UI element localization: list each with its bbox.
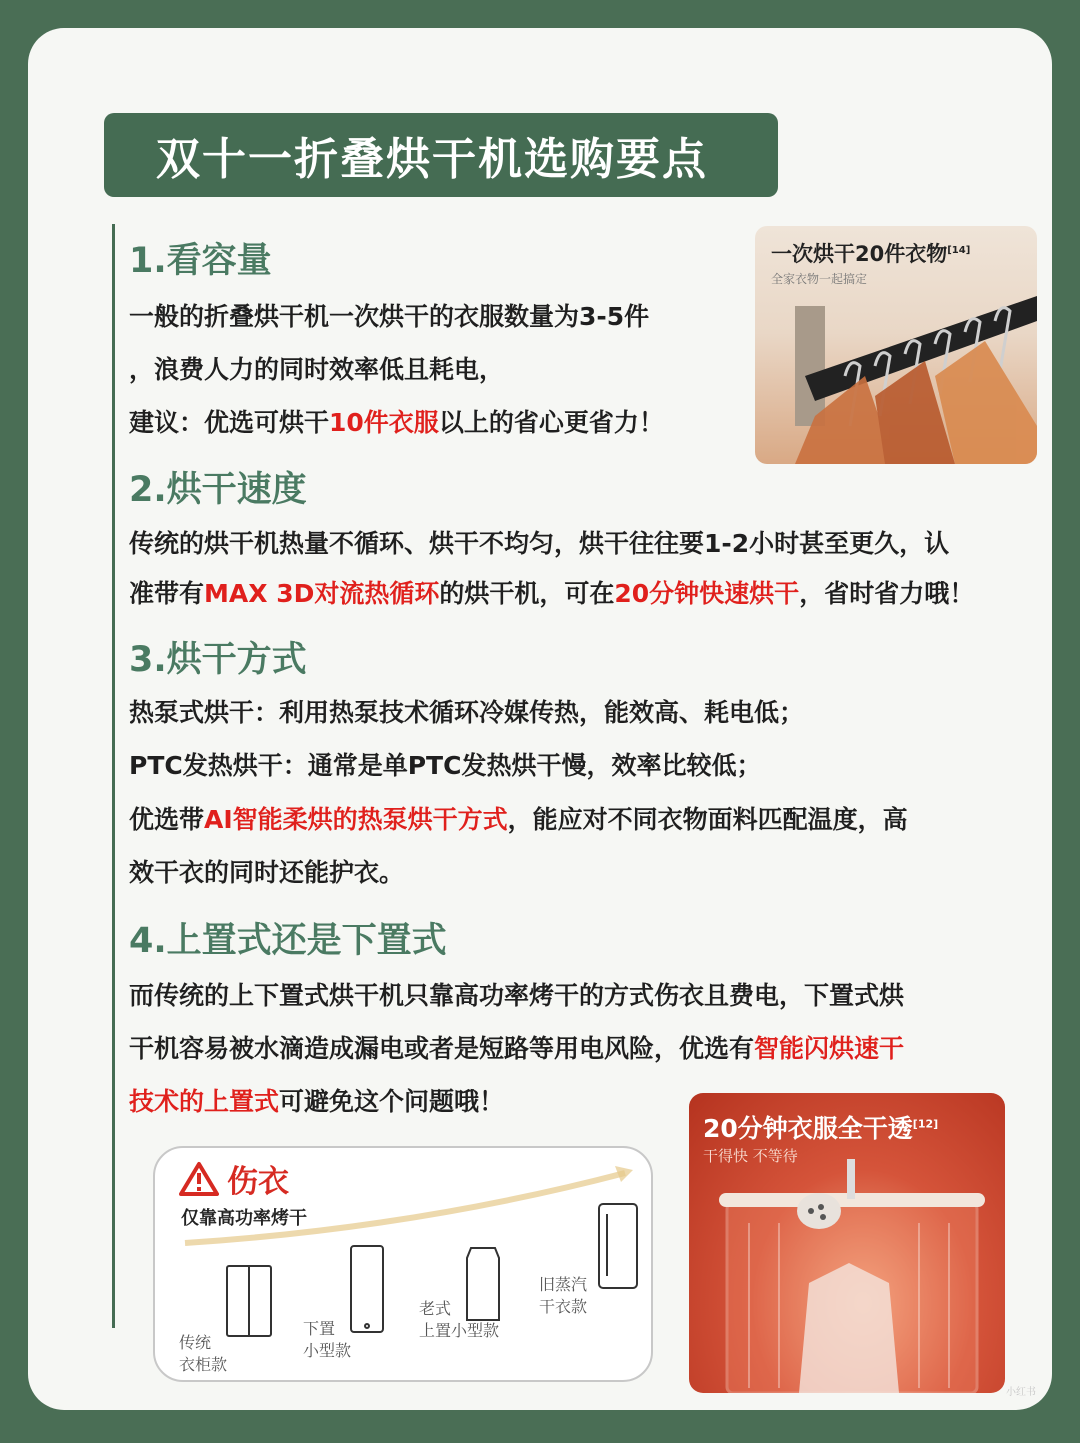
image1-subcaption: 全家衣物一起搞定 — [771, 272, 868, 286]
section-heading-3: 3.烘干方式 — [129, 640, 307, 680]
dryer-type-label: 传统 衣柜款 — [179, 1333, 228, 1374]
hanger-product-image — [755, 226, 1037, 464]
section-line — [129, 567, 974, 620]
body-text: 干机容易被水滴造成漏电或者是短路等用电风险，优选有 — [129, 1034, 755, 1063]
page-title: 双十一折叠烘干机选购要点 — [104, 113, 778, 197]
section-line — [129, 396, 664, 449]
section-line — [129, 846, 404, 899]
body-text: ，能应对不同衣物面料匹配温度，高 — [507, 805, 908, 834]
dryer-heating-image — [689, 1093, 1005, 1393]
section-line — [129, 686, 804, 739]
body-text: 建议：优选可烘干 — [129, 408, 330, 437]
section-heading-1: 1.看容量 — [129, 241, 272, 281]
dryer-types-illustration — [155, 1148, 651, 1380]
body-text: 准带有 — [129, 579, 205, 608]
dryer-type-label: 老式 上置小型款 — [419, 1299, 500, 1340]
section-line — [129, 739, 761, 792]
section-line — [129, 517, 949, 570]
section-line — [129, 969, 904, 1022]
section-line — [129, 1022, 904, 1075]
body-text: 效干衣的同时还能护衣。 — [129, 858, 405, 887]
body-text: 优选带 — [129, 805, 205, 834]
section-line — [129, 1075, 504, 1128]
image2-subcaption: 干得快 不等待 — [703, 1147, 798, 1165]
body-text: PTC发热烘干：通常是单PTC发热烘干慢，效率比较低； — [129, 751, 762, 780]
image1-caption: 一次烘干20件衣物[14] — [771, 242, 971, 266]
body-text: ，省时省力哦！ — [799, 579, 975, 608]
body-text: 热泵式烘干：利用热泵技术循环冷媒传热，能效高、耗电低； — [129, 698, 805, 727]
section-line — [129, 793, 908, 846]
highlight-text: 10件衣服 — [329, 408, 439, 437]
section-heading-4: 4.上置式还是下置式 — [129, 921, 447, 961]
warning-diagram — [153, 1146, 653, 1382]
dryer-type-label: 旧蒸汽 干衣款 — [539, 1275, 588, 1316]
highlight-text: MAX 3D对流热循环 — [204, 579, 440, 608]
content-card — [28, 28, 1052, 1410]
left-accent-rule — [112, 224, 115, 1328]
body-text: 以上的省心更省力！ — [438, 408, 664, 437]
body-text: ，浪费人力的同时效率低且耗电， — [129, 355, 505, 384]
highlight-text: AI智能柔烘的热泵烘干方式 — [204, 805, 508, 834]
highlight-text: 技术的上置式 — [129, 1087, 280, 1116]
dryer-cabinet-illustration — [689, 1093, 1005, 1393]
body-text: 的烘干机，可在 — [439, 579, 615, 608]
dryer-type-label: 下置 小型款 — [303, 1319, 352, 1360]
section-line — [129, 343, 504, 396]
body-text: 传统的烘干机热量不循环、烘干不均匀，烘干往往要1-2小时甚至更久，认 — [129, 529, 950, 558]
warning-subtitle: 仅靠高功率烤干 — [181, 1208, 307, 1229]
clothes-rack-illustration — [755, 226, 1037, 464]
section-line — [129, 290, 649, 343]
watermark: 小红书 — [1006, 1387, 1036, 1398]
section-heading-2: 2.烘干速度 — [129, 470, 307, 510]
body-text: 而传统的上下置式烘干机只靠高功率烤干的方式伤衣且费电，下置式烘 — [129, 981, 905, 1010]
warning-title: 伤衣 — [179, 1156, 289, 1201]
image2-caption: 20分钟衣服全干透[12] — [703, 1114, 939, 1143]
highlight-text: 智能闪烘速干 — [754, 1034, 905, 1063]
body-text: 一般的折叠烘干机一次烘干的衣服数量为3-5件 — [129, 302, 650, 331]
highlight-text: 20分钟快速烘干 — [614, 579, 800, 608]
body-text: 可避免这个问题哦！ — [279, 1087, 505, 1116]
